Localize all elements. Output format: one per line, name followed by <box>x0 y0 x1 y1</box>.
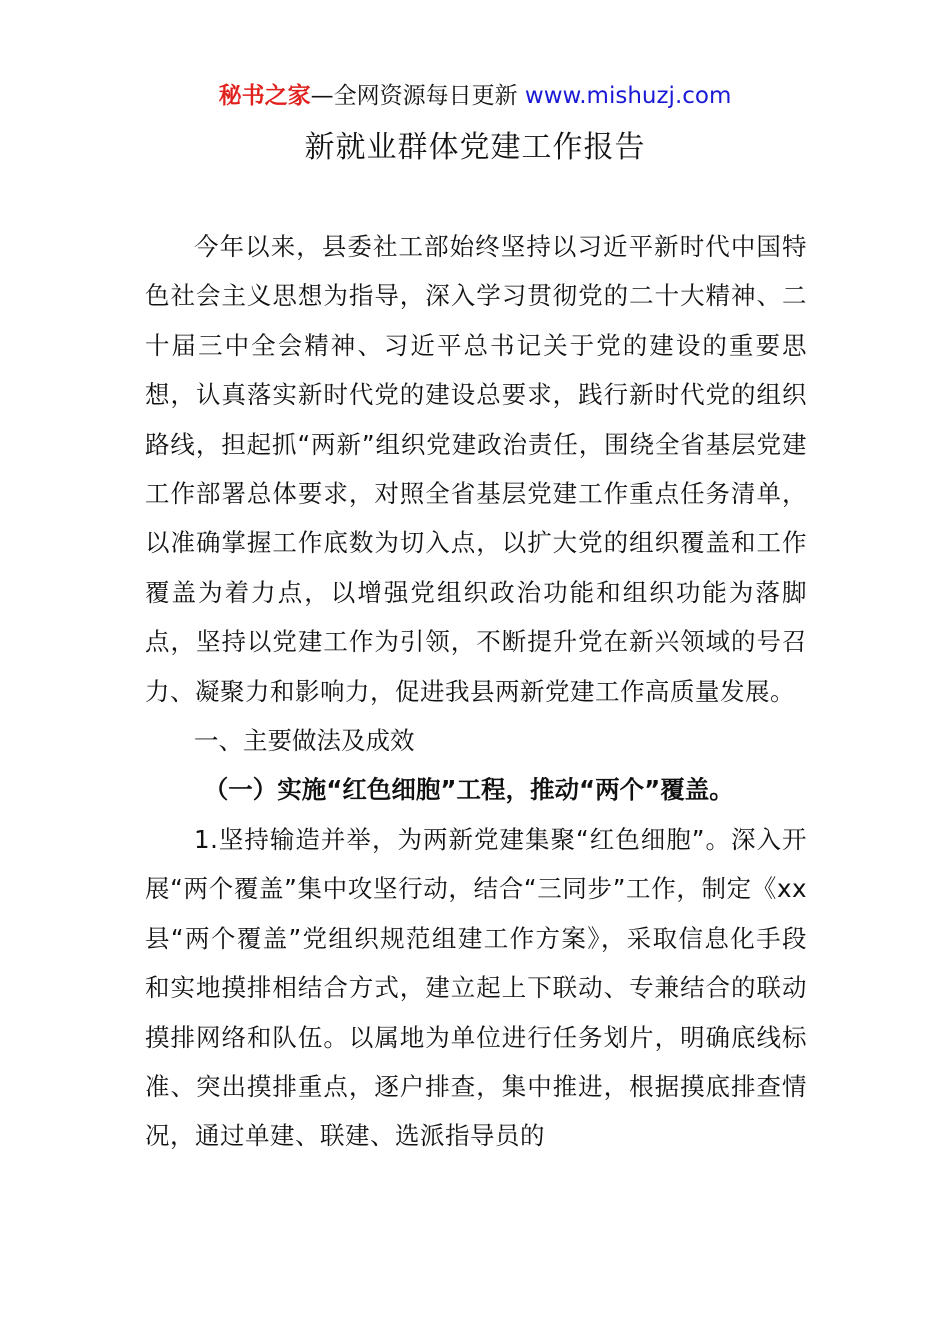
document-body <box>145 222 807 1161</box>
site-tagline: —全网资源每日更新 <box>310 83 525 109</box>
site-url-link[interactable]: www.mishuzj.com <box>524 83 732 109</box>
section-heading: 一、主要做法及成效 <box>194 726 415 756</box>
subsection-heading: （一）实施“红色细胞”工程，推动“两个”覆盖。 <box>203 775 734 805</box>
site-header <box>0 80 950 112</box>
site-brand: 秘书之家 <box>218 83 311 109</box>
body-paragraph: 1.坚持输造并举，为两新党建集聚“红色细胞”。深入开展“两个覆盖”集中攻坚行动，结合“三同步”工作，制定《xx县“两个覆盖”党组织规范组建工作方案》，采取信息化手段和实地摸排相结合方式，建立起上下联动、专兼结合的联动摸排网络和队伍。以属地为单位进行任务划片，明确底线标准、突出摸排重点，逐户排查，集中推进，根据摸底排查情况，通过单建、联建、选派指导员的 <box>145 824 807 1151</box>
intro-paragraph: 今年以来，县委社工部始终坚持以习近平新时代中国特色社会主义思想为指导，深入学习贯彻党的二十大精神、二十届三中全会精神、习近平总书记关于党的建设的重要思想，认真落实新时代党的建设总要求，践行新时代党的组织路线，担起抓“两新”组织党建政治责任，围绕全省基层党建工作部署总体要求，对照全省基层党建工作重点任务清单，以准确掌握工作底数为切入点，以扩大党的组织覆盖和工作覆盖为着力点，以增强党组织政治功能和组织功能为落脚点，坚持以党建工作为引领，不断提升党在新兴领域的号召力、凝聚力和影响力，促进我县两新党建工作高质量发展。 <box>145 232 807 706</box>
document-title: 新就业群体党建工作报告 <box>304 130 646 165</box>
